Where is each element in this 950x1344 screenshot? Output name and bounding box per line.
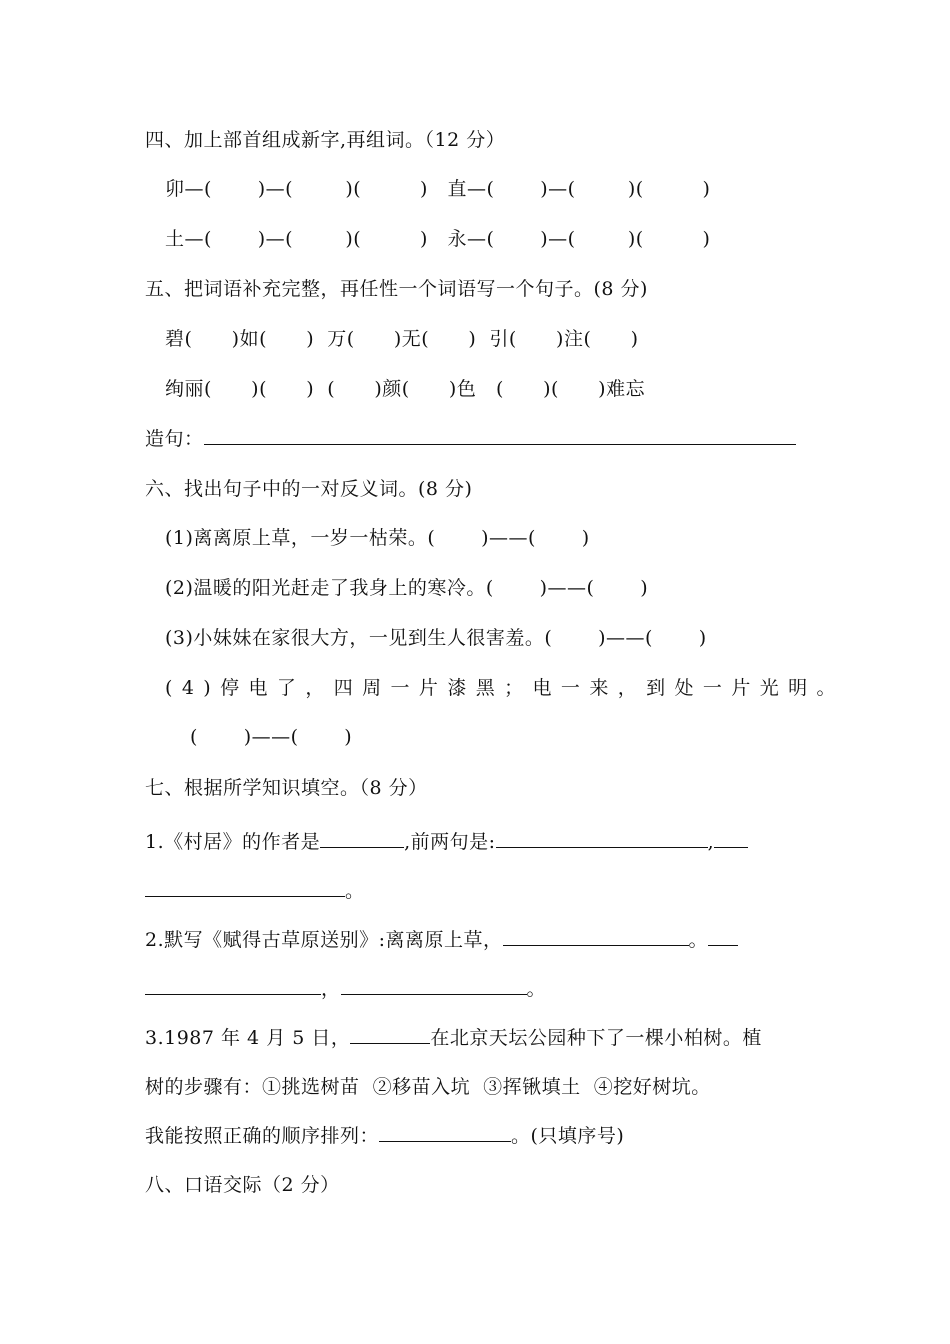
fill-q2-text-b: 。 [688,929,709,951]
fill-q2-line-2 [145,974,810,1004]
section-6-title: 六、找出句子中的一对反义词。(8 分) [145,478,473,500]
sentence-line [145,424,810,454]
poem-b-line-4-blank[interactable] [341,974,527,995]
section-4-title: 四、加上部首组成新字,再组词。（12 分） [145,129,506,151]
fill-q2-text-d: 。 [526,978,547,1000]
fill-q1-text-c: , [707,831,715,853]
antonym-item-4-blanks: ( )——( ) [190,726,353,748]
author-blank[interactable] [320,827,404,848]
fill-q1-text-a: 1.《村居》的作者是 [145,831,321,853]
antonym-item-1: (1)离离原上草，一岁一枯荣。( )——( ) [165,527,590,549]
poem-b-line-3-blank-start[interactable] [708,925,738,946]
fill-q3-line-1 [145,1023,810,1053]
poem-line-2-blank[interactable] [145,876,345,897]
poem-b-line-2-blank[interactable] [503,925,689,946]
section-4-row-1: 卯—( )—( )( ) 直—( )—( )( ) [165,178,711,200]
fill-q3-text-e: 。(只填序号) [511,1125,625,1147]
poem-line-1-blank[interactable] [496,827,708,848]
poem-line-2-blank-start[interactable] [714,827,748,848]
sentence-label: 造句： [145,428,204,450]
order-blank[interactable] [379,1121,511,1142]
antonym-item-4: (4)停电了，四周一片漆黑；电一来，到处一片光明。 [165,677,845,699]
fill-q1-line-1 [145,827,810,857]
fill-q1-text-d: 。 [345,880,365,902]
fill-q3-text-b: 在北京天坛公园种下了一棵小柏树。植 [430,1027,762,1049]
fill-q1-line-2 [145,876,810,906]
person-blank[interactable] [350,1023,430,1044]
fill-q3-text-a: 3.1987 年 4 月 5 日， [145,1027,351,1049]
fill-q3-line-3 [145,1121,810,1151]
section-8-title: 八、口语交际（2 分） [145,1174,340,1196]
section-4-row-2: 土—( )—( )( ) 永—( )—( )( ) [165,228,711,250]
fill-q2-text-c: ， [321,978,341,1000]
antonym-item-2: (2)温暖的阳光赶走了我身上的寒冷。( )——( ) [165,577,649,599]
fill-q3-line-2: 树的步骤有：①挑选树苗 ②移苗入坑 ③挥锹填土 ④挖好树坑。 [145,1076,711,1098]
poem-b-line-3-blank[interactable] [145,974,321,995]
antonym-item-3: (3)小妹妹在家很大方，一见到生人很害羞。( )——( ) [165,627,707,649]
section-7-title: 七、根据所学知识填空。（8 分） [145,777,428,799]
fill-q3-text-d: 我能按照正确的顺序排列： [145,1125,380,1147]
section-5-row-2: 绚丽( )( ) ( )颜( )色 ( )( )难忘 [165,378,646,400]
fill-q2-line-1 [145,925,810,955]
section-5-title: 五、把词语补充完整，再任性一个词语写一个句子。(8 分) [145,278,648,300]
fill-q2-text-a: 2.默写《赋得古草原送别》:离离原上草， [145,929,503,951]
fill-q1-text-b: ,前两句是: [404,831,496,853]
section-5-row-1: 碧( )如( ) 万( )无( ) 引( )注( ) [165,328,639,350]
sentence-blank[interactable] [204,424,796,445]
